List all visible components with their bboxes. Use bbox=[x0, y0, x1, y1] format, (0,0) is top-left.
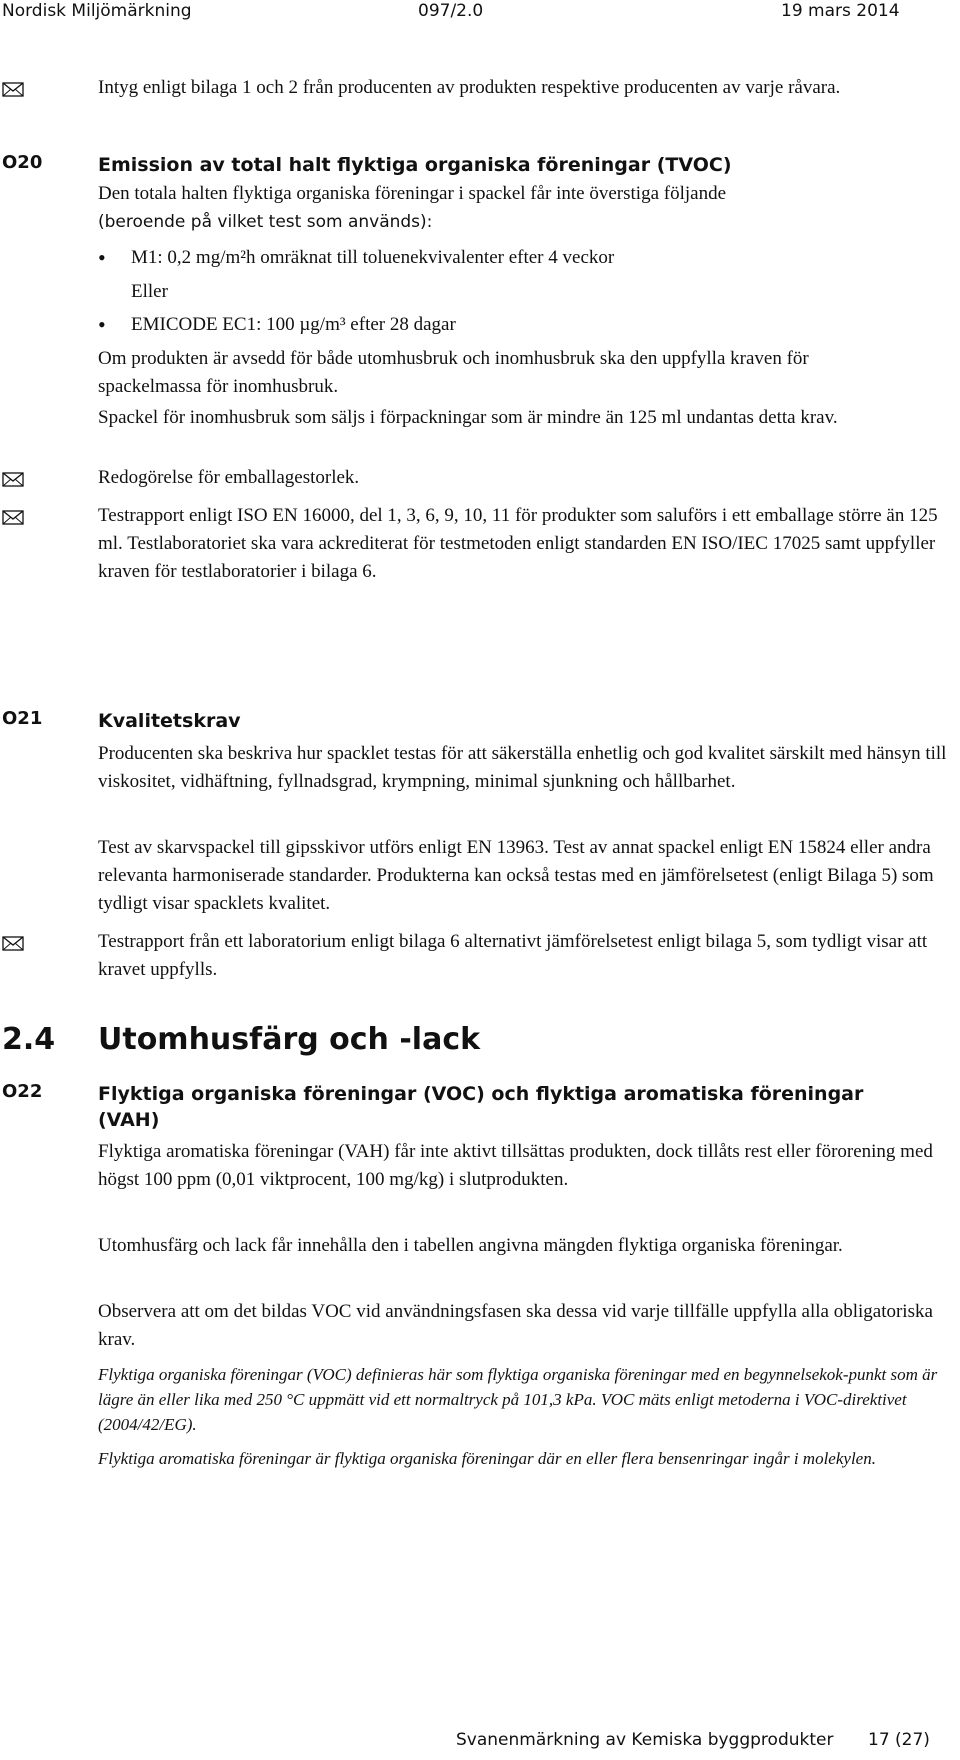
o22-paragraph-table: Utomhusfärg och lack får innehålla den i tabellen angivna mängden flyktiga organiska föreningar. bbox=[98, 1235, 843, 1256]
requirement-code-o20: O20 bbox=[2, 152, 43, 173]
o20-verification-testreport: Testrapport enligt ISO EN 16000, del 1, 3, 6, 9, 10, 11 för produkter som saluförs i ett emballage större än 125 ml. Testlaboratoriet ska vara ackrediterat för testmetoden enligt standarden EN ISO/IEC 17025 samt uppfyller kraven för testlaboratorier i bilaga 6. bbox=[98, 505, 938, 582]
section-title: Utomhusfärg och -lack bbox=[98, 1022, 481, 1057]
o22-definition-vah: Flyktiga aromatiska föreningar är flyktiga organiska föreningar där en eller flera bensenringar ingår i molekylen. bbox=[98, 1449, 876, 1468]
header-version: 097/2.0 bbox=[418, 1, 484, 21]
envelope-icon bbox=[2, 80, 28, 100]
section-number: 2.4 bbox=[2, 1022, 56, 1057]
o21-verification-testreport: Testrapport från ett laboratorium enligt bilaga 6 alternativt jämförelsetest enligt bilaga 5, som tydligt visar att kravet uppfylls. bbox=[98, 931, 928, 980]
o20-paragraph-exemption: Spackel för inomhusbruk som säljs i förpackningar som är mindre än 125 ml undantas detta krav. bbox=[98, 407, 838, 428]
header-organization: Nordisk Miljömärkning bbox=[2, 1, 192, 21]
o20-eller: Eller bbox=[131, 281, 168, 302]
requirement-title-o22: Flyktiga organiska föreningar (VOC) och flyktiga aromatiska föreningar (VAH) bbox=[98, 1083, 864, 1131]
o20-intro-condition: (beroende på vilket test som används): bbox=[98, 212, 433, 232]
requirement-code-o21: O21 bbox=[2, 708, 43, 729]
requirement-code-o22: O22 bbox=[2, 1081, 43, 1102]
verification-intyg: Intyg enligt bilaga 1 och 2 från producenten av produkten respektive producenten av varje råvara. bbox=[98, 77, 841, 98]
o20-bullet-emicode: EMICODE EC1: 100 µg/m³ efter 28 dagar bbox=[131, 314, 456, 335]
o20-paragraph-usage: Om produkten är avsedd för både utomhusbruk och inomhusbruk ska den uppfylla kraven för spackelmassa för inomhusbruk. bbox=[98, 348, 809, 397]
bullet-icon: • bbox=[98, 245, 106, 270]
requirement-title-o20: Emission av total halt flyktiga organiska föreningar (TVOC) bbox=[98, 154, 732, 176]
o22-paragraph-vah: Flyktiga aromatiska föreningar (VAH) får inte aktivt tillsättas produkten, dock tillåts rest eller förorening med högst 100 ppm (0,01 viktprocent, 100 mg/kg) i slutprodukten. bbox=[98, 1141, 933, 1190]
bullet-icon: • bbox=[98, 312, 106, 337]
o22-definition-voc: Flyktiga organiska föreningar (VOC) definieras här som flyktiga organiska föreningar med en begynnelsekok-punkt som är lägre än eller lika med 250 °C uppmätt vid ett normaltryck på 101,3 kPa. VOC mäts enligt metoderna i VOC-direktivet (2004/42/EG). bbox=[98, 1365, 938, 1434]
o20-bullet-m1: M1: 0,2 mg/m²h omräknat till toluenekvivalenter efter 4 veckor bbox=[131, 247, 615, 268]
footer-document-title: Svanenmärkning av Kemiska byggprodukter bbox=[456, 1730, 834, 1750]
envelope-icon bbox=[2, 470, 28, 490]
o21-paragraph-tests: Test av skarvspackel till gipsskivor utförs enligt EN 13963. Test av annat spackel enligt EN 15824 eller andra relevanta harmoniserade standarder. Produkterna kan också testas med en jämförelsetest (enligt Bilaga 5) som tydligt visar spacklets kvalitet. bbox=[98, 837, 934, 914]
requirement-title-o21: Kvalitetskrav bbox=[98, 710, 241, 732]
envelope-icon bbox=[2, 934, 28, 954]
footer-page-number: 17 (27) bbox=[868, 1730, 930, 1750]
o20-verification-packaging: Redogörelse för emballagestorlek. bbox=[98, 467, 360, 488]
o22-paragraph-observe: Observera att om det bildas VOC vid användningsfasen ska dessa vid varje tillfälle uppfylla alla obligatoriska krav. bbox=[98, 1301, 933, 1350]
envelope-icon bbox=[2, 508, 28, 528]
o21-paragraph-quality: Producenten ska beskriva hur spacklet testas för att säkerställa enhetlig och god kvalitet särskilt med hänsyn till viskositet, vidhäftning, fyllnadsgrad, krympning, minimal sjunkning och hållbarhet. bbox=[98, 743, 947, 792]
header-date: 19 mars 2014 bbox=[781, 1, 900, 21]
o20-intro: Den totala halten flyktiga organiska föreningar i spackel får inte överstiga följande bbox=[98, 183, 727, 204]
